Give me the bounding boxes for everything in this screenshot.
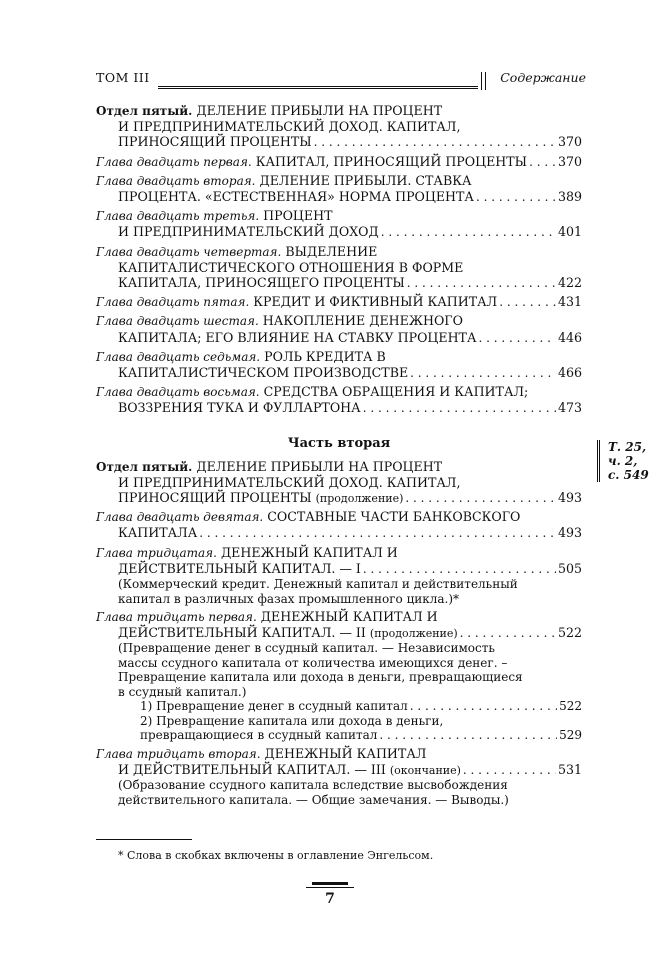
- entry-title: ПРИНОСЯЩИЙ ПРОЦЕНТЫ: [118, 134, 312, 150]
- note-line: (Превращение денег в ссудный капитал. — Независимость: [118, 641, 495, 656]
- entry-title: И ПРЕДПРИНИМАТЕЛЬСКИЙ ДОХОД. КАПИТАЛ,: [118, 119, 461, 135]
- page-ref: 493: [557, 490, 582, 506]
- page-ref: 522: [557, 625, 582, 641]
- toc-entry: [96, 208, 582, 240]
- entry-label: Глава двадцать восьмая.: [96, 385, 260, 400]
- entry-title: ВОЗЗРЕНИЯ ТУКА И ФУЛЛАРТОНА: [118, 400, 361, 416]
- running-header: [96, 70, 586, 90]
- entry-title: ВЫДЕЛЕНИЕ: [285, 243, 378, 259]
- toc-entry: [96, 459, 582, 507]
- entry-label: Отдел пятый.: [96, 104, 193, 118]
- subentry: 1) Превращение денег в ссудный капитал . . . 522: [96, 699, 582, 714]
- entry-title: КАПИТАЛА: [118, 525, 198, 541]
- page-ref: 370: [557, 153, 582, 169]
- entry-label: Глава двадцать пятая.: [96, 295, 250, 310]
- toc-entry: [96, 313, 582, 345]
- entry-label: Отдел пятый.: [96, 459, 193, 474]
- entry-note: [96, 641, 582, 699]
- page-ref: 531: [557, 762, 582, 778]
- toc-entry: [96, 173, 582, 205]
- toc-entry: [96, 294, 582, 310]
- entry-label: Глава двадцать девятая.: [96, 510, 264, 525]
- entry-label: Глава двадцать четвертая.: [96, 244, 282, 259]
- page-number-bar: [312, 882, 348, 885]
- page-number-bar-thin: [306, 887, 354, 888]
- part-title: Часть вторая: [287, 435, 391, 451]
- note-line: в ссудный капитал.): [118, 684, 247, 699]
- entry-title: ПРОЦЕНТА. «ЕСТЕСТВЕННАЯ» НОРМА ПРОЦЕНТА: [118, 189, 474, 205]
- page-ref: 529: [559, 728, 582, 743]
- note-line: Превращение капитала или дохода в деньги, превращающиеся: [118, 670, 523, 685]
- entry-title: И ПРЕДПРИНИМАТЕЛЬСКИЙ ДОХОД. КАПИТАЛ,: [118, 474, 461, 490]
- volume-label: ТОМ III: [96, 70, 150, 85]
- section-label: Содержание: [500, 70, 586, 85]
- entry-title: ДЕЙСТВИТЕЛЬНЫЙ КАПИТАЛ. — I: [118, 560, 361, 576]
- entry-title: КАПИТАЛ, ПРИНОСЯЩИЙ ПРОЦЕНТЫ: [255, 153, 528, 169]
- footnote: * Слова в скобках включены в оглавление Энгельсом.: [118, 849, 434, 862]
- page-ref: 493: [557, 525, 582, 541]
- subentry: 2) Превращение капитала или дохода в деньги, превращающиеся в ссудный капитал . . . 529: [96, 714, 582, 743]
- entry-label: Глава двадцать первая.: [96, 154, 252, 169]
- entry-title: РОЛЬ КРЕДИТА В: [264, 348, 386, 364]
- page-ref: 401: [557, 224, 582, 240]
- toc-entry: [96, 103, 582, 151]
- entry-title: ДЕЛЕНИЕ ПРИБЫЛИ НА ПРОЦЕНТ: [196, 103, 443, 118]
- page-ref: 370: [557, 134, 582, 150]
- entry-title: КАПИТАЛИСТИЧЕСКОМ ПРОИЗВОДСТВЕ: [118, 365, 409, 381]
- entry-label: Глава тридцать вторая.: [96, 746, 261, 761]
- note-line: (Образование ссудного капитала вследствие высвобождения: [118, 778, 508, 793]
- note-line: действительного капитала. — Общие замечания. — Выводы.): [118, 792, 509, 807]
- entry-label: Глава двадцать шестая.: [96, 314, 259, 329]
- margin-reference: Т. 25, ч. 2, с. 549: [597, 440, 649, 482]
- entry-label: Глава двадцать вторая.: [96, 173, 256, 188]
- entry-qualifier: (продолжение): [315, 492, 404, 506]
- toc-entry: [96, 545, 582, 606]
- entry-label: Глава тридцать первая.: [96, 610, 257, 625]
- entry-title: КАПИТАЛА, ПРИНОСЯЩЕГО ПРОЦЕНТЫ: [118, 275, 405, 291]
- note-line: массы ссудного капитала от количества имеющихся денег. –: [118, 655, 508, 670]
- page-ref: 431: [557, 294, 582, 310]
- header-bar: [481, 72, 486, 90]
- page-number: 7: [325, 891, 335, 907]
- toc-entry: [96, 746, 582, 807]
- page-ref: 446: [557, 329, 582, 345]
- page-ref: 522: [559, 699, 582, 714]
- entry-title: СОСТАВНЫЕ ЧАСТИ БАНКОВСКОГО: [267, 509, 521, 525]
- entry-title: НАКОПЛЕНИЕ ДЕНЕЖНОГО: [262, 313, 463, 329]
- footnote-rule: [96, 839, 192, 840]
- page-ref: 505: [557, 560, 582, 576]
- entry-title: КРЕДИТ И ФИКТИВНЫЙ КАПИТАЛ: [253, 294, 498, 310]
- header-rule: [158, 86, 478, 87]
- entry-title: ДЕНЕЖНЫЙ КАПИТАЛ И: [260, 609, 438, 625]
- toc-entry: [96, 384, 582, 416]
- entry-title: И ДЕЙСТВИТЕЛЬНЫЙ КАПИТАЛ. — III: [118, 762, 386, 778]
- entry-title: ДЕНЕЖНЫЙ КАПИТАЛ И: [220, 544, 398, 560]
- entry-title: ДЕЛЕНИЕ ПРИБЫЛИ НА ПРОЦЕНТ: [196, 458, 443, 474]
- entry-label: Глава двадцать седьмая.: [96, 349, 261, 364]
- note-line: (Коммерческий кредит. Денежный капитал и действительный: [118, 577, 518, 592]
- page-ref: 466: [557, 365, 582, 381]
- header-rule-thin: [158, 88, 478, 89]
- toc-entry: [96, 244, 582, 292]
- entry-title: ДЕЙСТВИТЕЛЬНЫЙ КАПИТАЛ. — II: [118, 625, 366, 641]
- toc-entry: [96, 349, 582, 381]
- entry-label: Глава двадцать третья.: [96, 209, 260, 224]
- toc: [96, 103, 582, 810]
- toc-entry: [96, 609, 582, 743]
- entry-qualifier: (окончание): [389, 764, 461, 778]
- entry-title: ПРИНОСЯЩИЙ ПРОЦЕНТЫ: [118, 490, 312, 506]
- entry-title: ДЕНЕЖНЫЙ КАПИТАЛ: [264, 745, 427, 761]
- entry-title: СРЕДСТВА ОБРАЩЕНИЯ И КАПИТАЛ;: [263, 384, 529, 400]
- entry-note: [96, 577, 582, 606]
- note-line: капитал в различных фазах промышленного цикла.)*: [118, 591, 460, 606]
- entry-label: Глава тридцатая.: [96, 545, 217, 560]
- entry-title: ПРОЦЕНТ: [263, 208, 333, 224]
- toc-entry: [96, 154, 582, 170]
- entry-note: [96, 778, 582, 807]
- entry-title: И ПРЕДПРИНИМАТЕЛЬСКИЙ ДОХОД: [118, 224, 379, 240]
- entry-qualifier: (продолжение): [369, 627, 458, 641]
- entry-title: КАПИТАЛА; ЕГО ВЛИЯНИЕ НА СТАВКУ ПРОЦЕНТА: [118, 329, 477, 345]
- page-ref: 389: [557, 189, 582, 205]
- entry-title: ДЕЛЕНИЕ ПРИБЫЛИ. СТАВКА: [259, 172, 472, 188]
- entry-title: КАПИТАЛИСТИЧЕСКОГО ОТНОШЕНИЯ В ФОРМЕ: [118, 259, 464, 275]
- page-ref: 422: [557, 275, 582, 291]
- toc-entry: [96, 509, 582, 541]
- page-ref: 473: [557, 400, 582, 416]
